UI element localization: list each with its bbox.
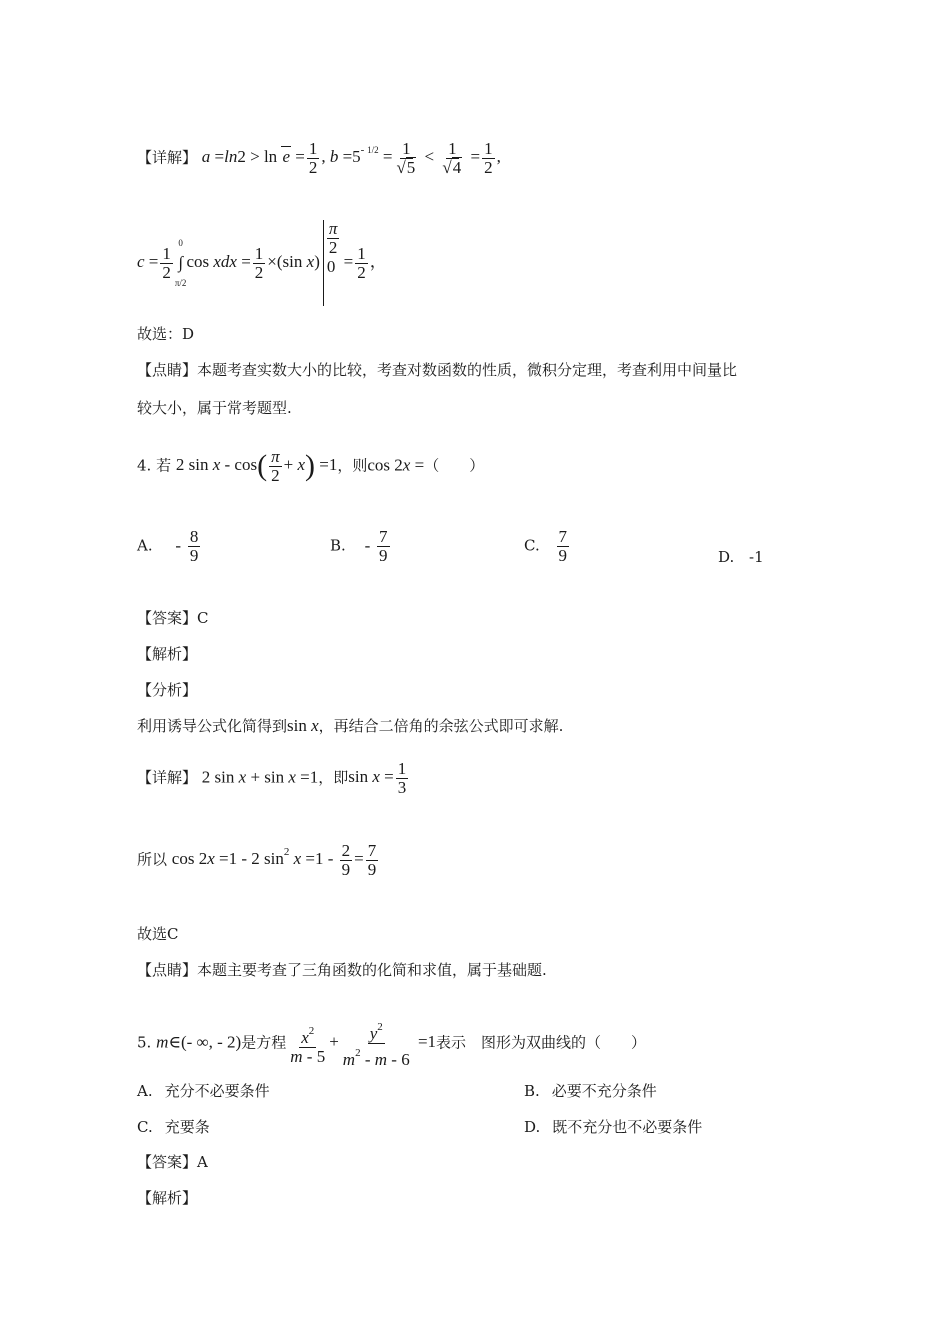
- q4-so-formula: cos 2x =1 - 2 $\sin^2 x =1$ - $\frac{2}{9}$ = $\frac{7}{9}$: [171, 841, 377, 879]
- q4-option-d[interactable]: D. -1: [718, 548, 764, 566]
- q3-detail-line1: [137, 140, 501, 177]
- q4-detail-formula-1: 2 sin x + sin x =1: [201, 767, 319, 787]
- q3-choose: 故选：D: [137, 325, 195, 343]
- q4-analysis-text: 利用诱导公式化简得到sin x，再结合二倍角的余弦公式即可求解.: [137, 716, 564, 735]
- detail-label: 【详解】: [137, 148, 198, 167]
- q5-option-d[interactable]: D. 既不充分也不必要条件: [524, 1118, 703, 1136]
- q4-target-formula: cos 2x =: [367, 455, 425, 475]
- q5-equation-formula: $\frac{x^2}{m - 5}$ + $\frac{y^2}{m^2 - m - 6}$ =1: [286, 1032, 436, 1051]
- q5-option-c[interactable]: C. 充要条: [137, 1118, 210, 1136]
- q4-number: 4. 若: [137, 456, 172, 475]
- q4-detail-formula-2: sin x = $\frac{1}{3}$: [348, 759, 407, 797]
- q5-range-formula: m∈(- ∞, - 2): [156, 1032, 242, 1052]
- q4-option-a[interactable]: A. - $\frac{8}{9}$: [137, 527, 199, 565]
- q4-analysis-label: 【解析】: [137, 645, 198, 663]
- q5-option-b[interactable]: B. 必要不充分条件: [524, 1082, 657, 1100]
- q4-paren: （ ）: [424, 456, 485, 475]
- q4-choose: 故选C: [137, 925, 179, 943]
- q4-detail-line: 【详解】 2 sin x + sin x =1，即sin x = $\frac{1}{3}$: [137, 760, 410, 797]
- q4-fenxi-label: 【分析】: [137, 681, 198, 699]
- q4-condition-formula: 2 sin x - cos( $\frac{\pi}{2}$ + x) =1: [175, 447, 338, 485]
- q4-option-c[interactable]: C. $\frac{7}{9}$: [524, 527, 567, 565]
- q4-question: [137, 448, 484, 485]
- q5-option-a[interactable]: A. 充分不必要条件: [137, 1082, 270, 1100]
- q4-hint: 【点睛】本题主要考查了三角函数的化简和求值，属于基础题.: [137, 961, 547, 979]
- q3-detail-line2: [137, 220, 387, 306]
- q4-condition-tail: ，则: [337, 456, 368, 475]
- q3-detail-formula-c: c = $\frac{1}{2}$ 0 ∫ π/2 cos xdx = $\frac{1}{2}$ ×(sin x) $\frac{\pi}{2}$ 0 = $\frac{1}{2}$ ，: [137, 252, 387, 271]
- q5-answer: 【答案】A: [137, 1153, 208, 1171]
- q5-analysis-label: 【解析】: [137, 1189, 198, 1207]
- q3-detail-formula-ab: a =ln2 > ln e = $\frac{1}{2}$ , $b =5^{- 1/2}$ = $\frac{1}{√5}$ < $\frac{1}{√4}$ = $\frac{1}{2}$ ,: [201, 139, 501, 177]
- q5-question: 5. m∈(- ∞, - 2)是方程 $\frac{x^2}{m - 5}$ + $\frac{y^2}{m^2 - m - 6}$ =1表示 图形为双曲线的（ ）: [137, 1018, 646, 1069]
- q4-option-b[interactable]: B. - $\frac{7}{9}$: [330, 527, 388, 565]
- q4-answer: 【答案】C: [137, 609, 209, 627]
- hint-label: 【点睛】: [137, 361, 198, 379]
- q3-hint-text: 本题考查实数大小的比较，考查对数函数的性质，微积分定理，考查利用中间量比: [197, 361, 738, 379]
- q4-so-line: 所以 cos 2x =1 - 2 $\sin^2 x =1$ - $\frac{2}{9}$ = $\frac{7}{9}$: [137, 842, 380, 879]
- q3-hint-line1: [137, 360, 737, 380]
- q3-hint-line2: 较大小，属于常考题型.: [137, 399, 292, 417]
